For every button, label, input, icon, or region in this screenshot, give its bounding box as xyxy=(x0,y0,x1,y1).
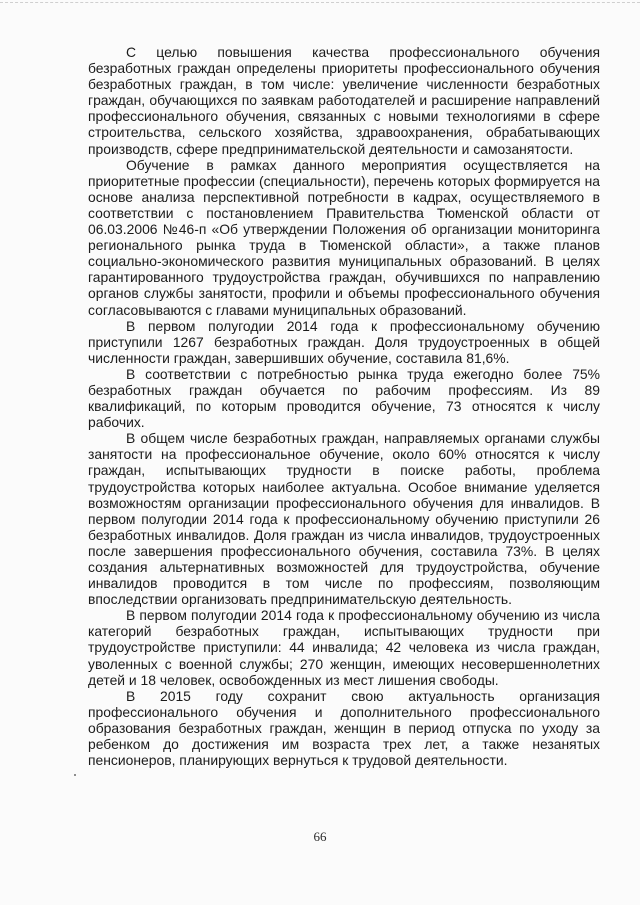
document-body xyxy=(88,44,600,768)
paragraph-working-professions: В соответствии с потребностью рынка труда ежегодно более 75% безработных граждан обучается по рабочим профессиям. Из 89 квалификаций, по которым проводится обучение, 73 относятся к числу рабочих. xyxy=(88,365,600,431)
scan-speck xyxy=(74,774,76,776)
page-number: 66 xyxy=(313,829,327,844)
paragraph-categories: В первом полугодии 2014 года к профессиональному обучению из числа категорий безработных граждан, испытывающих трудности при трудоустройстве приступили: 44 инвалида; 42 человека из числа граждан, уволенных с военной службы; 270 женщин, имеющих несовершеннолетних детей и 18 человек, освобожденных из мест лишения свободы. xyxy=(88,607,600,688)
paragraph-disabled-training: В общем числе безработных граждан, направляемых органами службы занятости на профессиональное обучение, около 60% относятся к числу граждан, испытывающих трудности в поиске работы, проблема трудоустройства которых наиболее актуальна. Особое внимание уделяется возможностям организации профессионального обучения для инвалидов. В первом полугодии 2014 года к профессиональному обучению приступили 26 безработных инвалидов. Доля граждан из числа инвалидов, трудоустроенных после завершения профессионального обучения, составила 73%. В целях создания альтернативных возможностей для трудоустройства, обучение инвалидов проводится в том числе по профессиям, позволяющим впоследствии организовать предпринимательскую деятельность. xyxy=(88,430,600,608)
paragraph-training-priorities: С целью повышения качества профессионального обучения безработных граждан определены приоритеты профессионального обучения безработных граждан, в том числе: увеличение численности безработных граждан, обучающихся по заявкам работодателей и расширение направлений профессионального обучения, связанных с новыми технологиями в сфере строительства, сельского хозяйства, здравоохранения, обрабатывающих производств, сфере предпринимательской деятельности и самозанятости. xyxy=(88,44,600,157)
paragraph-priority-professions: Обучение в рамках данного мероприятия осуществляется на приоритетные профессии (специальности), перечень которых формируется на основе анализа перспективной потребности в кадрах, осуществляемого в соответствии с постановлением Правительства Тюменской области от 06.03.2006 №46-п «Об утверждении Положения об организации мониторинга регионального рынка труда в Тюменской области», а также планов социально-экономического развития муниципальных образований. В целях гарантированного трудоустройства граждан, обучившихся по направлению органов службы занятости, профили и объемы профессионального обучения согласовываются с главами муниципальных образований. xyxy=(88,156,600,318)
scan-edge-line xyxy=(0,2,640,3)
paragraph-first-half-2014: В первом полугодии 2014 года к профессиональному обучению приступили 1267 безработных граждан. Доля трудоустроенных в общей численности граждан, завершивших обучение, составила 81,6%. xyxy=(88,317,600,366)
paragraph-2015-plans: В 2015 году сохранит свою актуальность организация профессионального обучения и дополнительного профессионального образования безработных граждан, женщин в период отпуска по уходу за ребенком до достижения им возраста трех лет, а также незанятых пенсионеров, планирующих вернуться к трудовой деятельности. xyxy=(88,687,600,769)
